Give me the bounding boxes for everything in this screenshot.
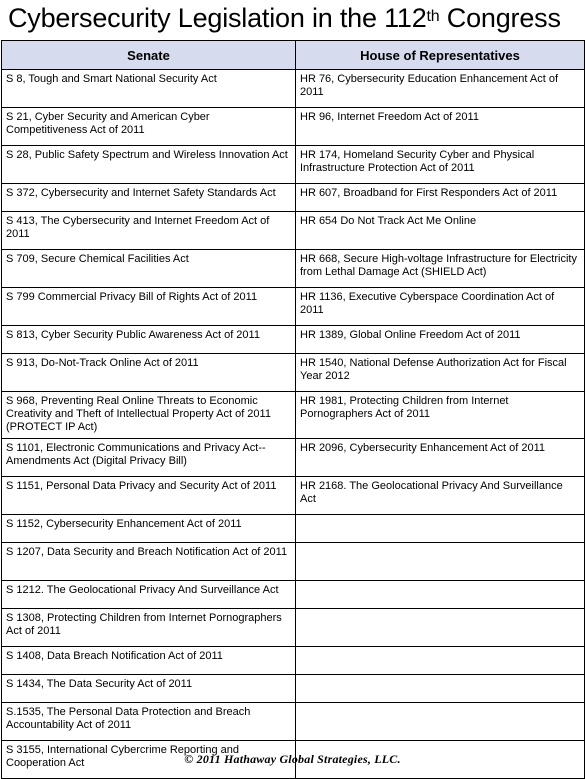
senate-cell: S 21, Cyber Security and American Cyber Competitiveness Act of 2011	[2, 108, 296, 146]
house-cell: HR 668, Secure High-voltage Infrastructure for Electricity from Lethal Damage Act (SHIELD Act)	[296, 250, 585, 288]
senate-cell: S 1101, Electronic Communications and Privacy Act--Amendments Act (Digital Privacy Bill)	[2, 439, 296, 477]
page-title	[8, 2, 561, 34]
house-cell: HR 174, Homeland Security Cyber and Physical Infrastructure Protection Act of 2011	[296, 146, 585, 184]
house-cell: HR 76, Cybersecurity Education Enhancement Act of 2011	[296, 70, 585, 108]
table-body	[2, 70, 585, 779]
table-row	[2, 543, 585, 581]
table-header-row	[2, 41, 585, 70]
title-superscript: th	[426, 8, 440, 25]
house-cell	[296, 543, 585, 581]
table-row	[2, 184, 585, 212]
senate-cell: S 709, Secure Chemical Facilities Act	[2, 250, 296, 288]
legislation-table	[1, 40, 585, 779]
senate-cell: S 1308, Protecting Children from Internet Pornographers Act of 2011	[2, 609, 296, 647]
senate-cell: S 3155, International Cybercrime Reporting and Cooperation Act	[2, 741, 296, 779]
table-row	[2, 609, 585, 647]
senate-cell: S 799 Commercial Privacy Bill of Rights Act of 2011	[2, 288, 296, 326]
senate-cell: S.1535, The Personal Data Protection and Breach Accountability Act of 2011	[2, 703, 296, 741]
table-row	[2, 439, 585, 477]
house-cell: HR 654 Do Not Track Act Me Online	[296, 212, 585, 250]
senate-column-header: Senate	[2, 41, 296, 70]
table-row	[2, 146, 585, 184]
house-cell	[296, 609, 585, 647]
senate-cell: S 28, Public Safety Spectrum and Wireless Innovation Act	[2, 146, 296, 184]
table-row	[2, 354, 585, 392]
house-cell: HR 2096, Cybersecurity Enhancement Act of 2011	[296, 439, 585, 477]
senate-cell: S 968, Preventing Real Online Threats to Economic Creativity and Theft of Intellectual Property Act of 2011 (PROTECT IP Act)	[2, 392, 296, 439]
senate-cell: S 1207, Data Security and Breach Notification Act of 2011	[2, 543, 296, 581]
table-row	[2, 675, 585, 703]
table-row	[2, 515, 585, 543]
title-suffix: Congress	[439, 3, 561, 33]
copyright-footer: © 2011 Hathaway Global Strategies, LLC.	[184, 752, 401, 766]
senate-cell: S 1408, Data Breach Notification Act of 2011	[2, 647, 296, 675]
senate-cell: S 1212. The Geolocational Privacy And Surveillance Act	[2, 581, 296, 609]
senate-cell: S 413, The Cybersecurity and Internet Freedom Act of 2011	[2, 212, 296, 250]
house-cell	[296, 703, 585, 741]
house-cell	[296, 647, 585, 675]
house-cell: HR 1981, Protecting Children from Internet Pornographers Act of 2011	[296, 392, 585, 439]
house-cell: HR 96, Internet Freedom Act of 2011	[296, 108, 585, 146]
house-cell	[296, 675, 585, 703]
house-column-header: House of Representatives	[296, 41, 585, 70]
house-cell: HR 2168. The Geolocational Privacy And Surveillance Act	[296, 477, 585, 515]
table-row	[2, 108, 585, 146]
table-row	[2, 477, 585, 515]
house-cell	[296, 515, 585, 543]
table-row	[2, 326, 585, 354]
senate-cell: S 813, Cyber Security Public Awareness Act of 2011	[2, 326, 296, 354]
table-row	[2, 288, 585, 326]
house-cell	[296, 581, 585, 609]
senate-cell: S 372, Cybersecurity and Internet Safety Standards Act	[2, 184, 296, 212]
senate-cell: S 1152, Cybersecurity Enhancement Act of 2011	[2, 515, 296, 543]
table-row	[2, 70, 585, 108]
house-cell: HR 1540, National Defense Authorization Act for Fiscal Year 2012	[296, 354, 585, 392]
house-cell: HR 1389, Global Online Freedom Act of 2011	[296, 326, 585, 354]
title-main: Cybersecurity Legislation in the 112	[8, 3, 427, 33]
senate-cell: S 1434, The Data Security Act of 2011	[2, 675, 296, 703]
table-row	[2, 392, 585, 439]
senate-cell: S 1151, Personal Data Privacy and Security Act of 2011	[2, 477, 296, 515]
house-cell: HR 1136, Executive Cyberspace Coordination Act of 2011	[296, 288, 585, 326]
table-row	[2, 250, 585, 288]
table-row	[2, 212, 585, 250]
table-row	[2, 581, 585, 609]
table-row	[2, 647, 585, 675]
table-row	[2, 703, 585, 741]
senate-cell: S 8, Tough and Smart National Security Act	[2, 70, 296, 108]
senate-cell: S 913, Do-Not-Track Online Act of 2011	[2, 354, 296, 392]
house-cell: HR 607, Broadband for First Responders Act of 2011	[296, 184, 585, 212]
